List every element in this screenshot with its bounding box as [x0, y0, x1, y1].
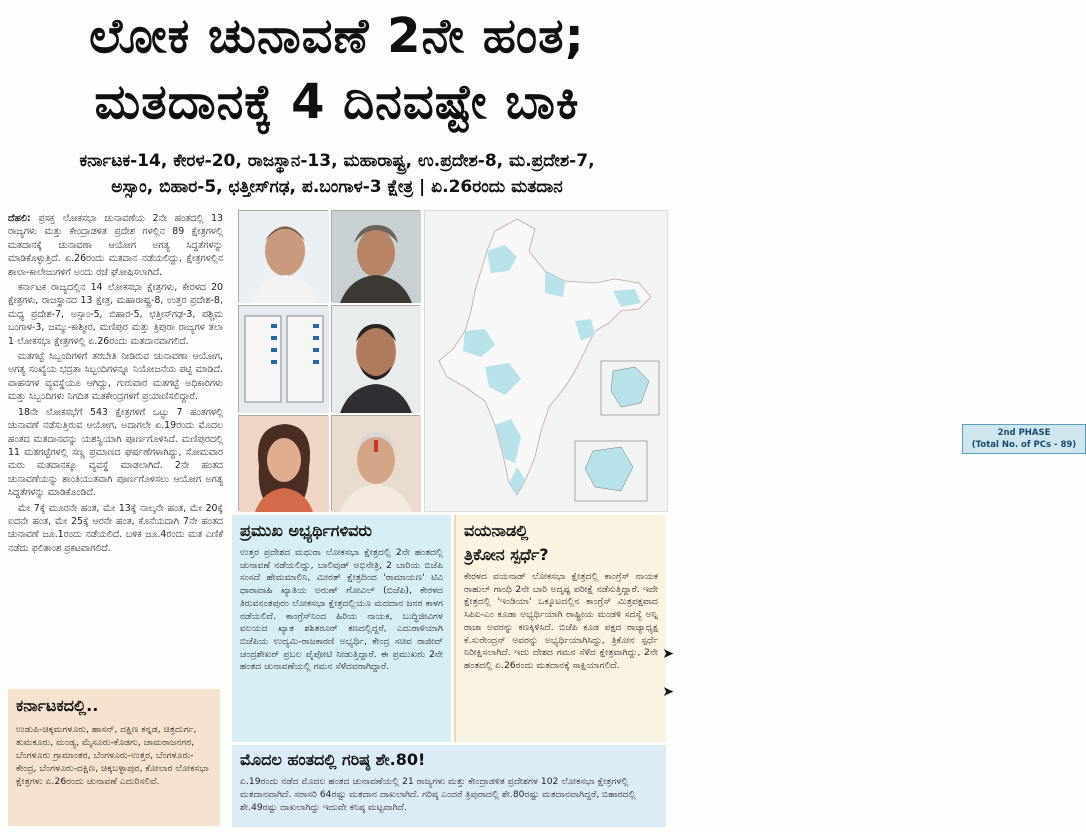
phase1-box-title: ಮೊದಲ ಹಂತದಲ್ಲಿ ಗರಿಷ್ಠ ಶೇ.80!: [240, 750, 426, 769]
article-paragraph-4: 18ನೇ ಲೋಕಸಭೆಗೆ 543 ಕ್ಷೇತ್ರಗಳಿಗೆ ಒಟ್ಟು 7 ಹಂತಗಳಲ್ಲಿ ಚುನಾವಣೆ ನಡೆಸುತ್ತಿರುವ ಆಯೋಗ, ಅದಾಗಲೇ ಏ.19ರಂದು ಮೊದಲ ಹಂತದ ಮತದಾನವನ್ನು ಯಶಸ್ವಿಯಾಗಿ ಪೂರ್ಣಗೊಳಿಸಿದೆ. ಮಣಿಪುರದಲ್ಲಿ 11 ಮತಗಟ್ಟೆಗಳಲ್ಲಿ ಸಣ್ಣ ಪ್ರಮಾಣದ ಘರ್ಷಣೆಗಳಾಗಿದ್ದು, ಸೋಮವಾರ ಮರು ಮತದಾನಕ್ಕೂ ವ್ಯವಸ್ಥೆ ಮಾಡಲಾಗಿದೆ. 2ನೇ ಹಂತದ ಚುನಾವಣೆಯನ್ನು ಶಾಂತಿಯುತವಾಗಿ ಪೂರ್ಣಗೊಳಿಸಲು ಆಯೋಗ ಅಗತ್ಯ ಸಿದ್ಧತೆಗಳನ್ನು ಮಾಡಿಕೊಂಡಿದೆ.: [8, 406, 223, 499]
wayanad-box-title-line2: ತ್ರಿಕೋನ ಸ್ಪರ್ಧೆ?: [464, 545, 549, 564]
karnataka-box: [8, 689, 220, 826]
subhead-line1: ಕರ್ನಾಟಕ-14, ಕೇರಳ-20, ರಾಜಸ್ಥಾನ-13, ಮಹಾರಾಷ್ಟ್ರ, ಉ.ಪ್ರದೇಶ-8, ಮ.ಪ್ರದೇಶ-7,: [79, 151, 595, 171]
headline-line1: ಲೋಕ ಚುನಾವಣೆ 2ನೇ ಹಂತ;: [89, 8, 585, 64]
india-map: [425, 211, 669, 513]
dateline: ದೆಹಲಿ:: [8, 213, 31, 224]
karnataka-box-title: ಕರ್ನಾಟಕದಲ್ಲಿ..: [16, 696, 99, 715]
wayanad-box: [454, 515, 666, 742]
article-paragraph-5: ಮೇ 7ಕ್ಕೆ ಮೂರನೇ ಹಂತ, ಮೇ 13ಕ್ಕೆ ನಾಲ್ಕನೇ ಹಂತ, ಮೇ 20ಕ್ಕೆ ಐದನೇ ಹಂತ, ಮೇ 25ಕ್ಕೆ ಆರನೇ ಹಂತ, ಕೊನೆಯದಾಗಿ 7ನೇ ಹಂತದ ಚುನಾವಣೆ ಜೂ.1ರಂದು ನಡೆಯಲಿದೆ. ಬಳಿಕ ಜೂ.4ರಂದು ಮತ ಎಣಿಕೆ ನಡೆದು ಫಲಿತಾಂಶ ಪ್ರಕಟವಾಗಲಿದೆ.: [8, 502, 223, 554]
page-edge-arrow-icon: ➤: [662, 646, 674, 662]
karnataka-box-text: ಉಡುಪಿ-ಚಿಕ್ಕಮಗಳೂರು, ಹಾಸನ್, ದಕ್ಷಿಣ ಕನ್ನಡ, ಚಿತ್ರದುರ್ಗ, ತುಮಕೂರು, ಮಂಡ್ಯ, ಮೈಸೂರು-ಕೊಡಗು, ಚಾಮರಾಜನಗರ, ಬೆಂಗಳೂರು ಗ್ರಾಮಾಂತರ, ಬೆಂಗಳೂರು-ಉತ್ತರ, ಬೆಂಗಳೂರು-ಕೇಂದ್ರ, ಬೆಂಗಳೂರು-ದಕ್ಷಿಣ, ಚಿಕ್ಕಬಳ್ಳಾಪುರ, ಕೋಲಾರ ಲೋಕಸಭಾ ಕ್ಷೇತ್ರಗಳು ಏ.26ರಂದು ಚುನಾವಣೆ ಎದುರಿಸಲಿವೆ.: [16, 724, 209, 787]
wayanad-box-text: ಕೇರಳದ ವಯನಾಡ್ ಲೋಕಸಭಾ ಕ್ಷೇತ್ರದಲ್ಲಿ ಕಾಂಗ್ರೆಸ್ ನಾಯಕ ರಾಹುಲ್ ಗಾಂಧಿ 2ನೇ ಬಾರಿ ಅದೃಷ್ಟ ಪರೀಕ್ಷೆ ನಡೆಸುತ್ತಿದ್ದಾರೆ. ಇದೇ ಕ್ಷೇತ್ರದಲ್ಲಿ 'ಇಂಡಿಯಾ' ಒಕ್ಕೂಟದಲ್ಲಿನ ಕಾಂಗ್ರೆಸ್ ಮಿತ್ರಪಕ್ಷವಾದ ಸಿಪಿಐ-ಎಂ ಕೂಡಾ ಅಭ್ಯರ್ಥಿಯಾಗಿ ರಾಷ್ಟ್ರೀಯ ಮಂಡಳಿ ಸದಸ್ಯೆ ಅನ್ನಿ ರಾಜಾ ಅವರನ್ನು ಕಣಕ್ಕಿಳಿಸಿದೆ. ಬಿಜೆಪಿ ಕೂಡ ಪಕ್ಷದ ರಾಜ್ಯಾಧ್ಯಕ್ಷ ಕೆ.ಸುರೇಂದ್ರನ್ ಅವರನ್ನು ಅಭ್ಯರ್ಥಿಯಾಗಿಸಿದ್ದು, ತ್ರಿಕೋನ ಸ್ಪರ್ಧೆ ನಿರೀಕ್ಷಿಸಲಾಗಿದೆ. ಇದು ದೇಶದ ಗಮನ ಸೆಳೆದ ಕ್ಷೇತ್ರವಾಗಿದ್ದು, 2ನೇ ಹಂತದಲ್ಲಿ ಏ.26ರಂದು ಮತದಾನಕ್ಕೆ ಸಾಕ್ಷಿಯಾಗಲಿದೆ.: [464, 571, 658, 671]
photo-evm-machines: [238, 305, 328, 412]
photo-rahul-gandhi: [238, 210, 328, 302]
phase-badge-subtitle: (Total No. of PCs - 89): [971, 440, 1077, 450]
phase-badge-title: 2nd PHASE: [997, 428, 1051, 438]
india-map-panel: [424, 210, 1077, 512]
candidates-box-title: ಪ್ರಮುಖ ಅಭ್ಯರ್ಥಿಗಳಿವರು: [240, 521, 372, 540]
candidates-box: [232, 515, 451, 742]
phase1-box: [232, 745, 666, 827]
left-article-column: [8, 212, 223, 557]
phase-badge: [962, 424, 1086, 454]
article-paragraph-1: ದೆಹಲಿ: ಪ್ರಸಕ್ತ ಲೋಕಸಭಾ ಚುನಾವಣೆಯ 2ನೇ ಹಂತದಲ್ಲಿ 13 ರಾಜ್ಯಗಳು ಮತ್ತು ಕೇಂದ್ರಾಡಳಿತ ಪ್ರದೇಶ ಗಳಲ್ಲಿನ 89 ಕ್ಷೇತ್ರಗಳಲ್ಲಿ ಮತದಾನಕ್ಕೆ ಚುನಾವಣಾ ಆಯೋಗ ಅಗತ್ಯ ಸಿದ್ಧತೆಗಳನ್ನು ಮಾಡಿಕೊಳ್ಳುತ್ತಿದೆ. ಏ.26ರಂದು ಮತದಾನ ನಡೆಯಲಿದ್ದು, ಕ್ಷೇತ್ರಗಳಲ್ಲಿನ ಶಾಲಾ-ಕಾಲೇಜುಗಳಿಗೆ ಅಂದು ರಜೆ ಘೋಷಿಸಲಾಗಿದೆ.: [8, 213, 224, 278]
page-edge-arrow-icon: ➤: [662, 684, 674, 700]
photo-hema-malini: [238, 415, 328, 511]
phase1-box-text: ಏ.19ರಂದು ನಡೆದ ಮೊದಲ ಹಂತದ ಚುನಾವಣೆಯಲ್ಲಿ 21 ರಾಜ್ಯಗಳು ಮತ್ತು ಕೇಂದ್ರಾಡಳಿತ ಪ್ರದೇಶಗಳ 102 ಲೋಕಸಭಾ ಕ್ಷೇತ್ರಗಳಲ್ಲಿ ಮತದಾನವಾಗಿದೆ. ಸರಾಸರಿ 64ರಷ್ಟು ಮತದಾನ ದಾಖಲಾಗಿದೆ. ಗರಿಷ್ಠ ಎಂದರೆ ತ್ರಿಪುರಾದಲ್ಲಿ ಶೇ.80ರಷ್ಟು ಮತದಾನವಾಗಿದ್ದರೆ, ಬಿಹಾರದಲ್ಲಿ ಶೇ.49ರಷ್ಟು ದಾಖಲಾಗಿದ್ದು ಇದುವೇ ಕನಿಷ್ಠ ಮಟ್ಟವಾಗಿದೆ.: [240, 776, 636, 813]
photo-arun-govil: [331, 415, 420, 511]
candidates-box-text: ಉತ್ತರ ಪ್ರದೇಶದ ಮಥುರಾ ಲೋಕಸಭಾ ಕ್ಷೇತ್ರದಲ್ಲಿ 2ನೇ ಹಂತದಲ್ಲಿ ಚುನಾವಣೆ ನಡೆಯಲಿದ್ದು, ಬಾಲಿವುಡ್ ಅಭಿನೇತ್ರಿ, 2 ಬಾರಿಯ ಬಿಜೆಪಿ ಸಂಸದೆ ಹೇಮಮಾಲಿನಿ, ಮೀರತ್ ಕ್ಷೇತ್ರದಿಂದ 'ರಾಮಾಯಣ' ಟಿವಿ ಧಾರಾವಾಹಿ ಖ್ಯಾತಿಯ ಅರುಣ್ ಗೋವಿಲ್ (ಬಿಜೆಪಿ), ಕೇರಳದ ತಿರುವನಂತಪುರಂ ಲೋಕಸಭಾ ಕ್ಷೇತ್ರದಲ್ಲಿಯೂ ಮದದಾನ ಜನರ ಕಾಳಗ ನಡೆಯಲಿದೆ. ಕಾಂಗ್ರೆಸ್‌ನಿಂದ ಹಿರಿಯ ನಾಯಕ, ಬುದ್ಧಿಜೀವಿಗಳ ವಲಯದ ಖ್ಯಾತ ಶಶಿತರೂರ್ ಕಣದಲ್ಲಿದ್ದರೆ, ಎದುರಾಳಿಯಾಗಿ ಬಿಜೆಪಿಯ ಉದ್ಯಮಿ-ರಾಜಕಾರಣಿ ಅಭ್ಯರ್ಥಿ, ಕೇಂದ್ರ ಸಚಿವ ರಾಜೀವ್ ಚಂದ್ರಶೇಖರ್ ಪ್ರಬಲ ಪೈಪೋಟಿ ನೀಡುತ್ತಿದ್ದಾರೆ. ಈ ಪ್ರಮುಖರು 2ನೇ ಹಂತದ ಚುನಾವಣೆಯಲ್ಲಿ ಗಮನ ಸೆಳೆದವರಾಗಿದ್ದಾರೆ.: [240, 547, 443, 673]
photo-rajeev-chandrasekhar: [331, 305, 420, 412]
subhead-line2: ಅಸ್ಸಾಂ, ಬಿಹಾರ-5, ಛತ್ತೀಸ್‌ಗಢ, ಪ.ಬಂಗಾಳ-3 ಕ್ಷೇತ್ರ | ಏ.26ರಂದು ಮತದಾನ: [111, 177, 563, 197]
article-paragraph-2: ಕರ್ನಾಟಕ ರಾಜ್ಯದಲ್ಲಿನ 14 ಲೋಕಸಭಾ ಕ್ಷೇತ್ರಗಳು, ಕೇರಳದ 20 ಕ್ಷೇತ್ರಗಳು, ರಾಜಸ್ಥಾನದ 13 ಕ್ಷೇತ್ರ, ಮಹಾರಾಷ್ಟ್ರ-8, ಉತ್ತರ ಪ್ರದೇಶ-8, ಮಧ್ಯ ಪ್ರದೇಶ-7, ಅಸ್ಸಾಂ-5, ಬಿಹಾರ-5, ಛತ್ತೀಸ್‌ಗಢ-3, ಪಶ್ಚಿಮ ಬಂಗಾಳ-3, ಜಮ್ಮು-ಕಾಶ್ಮೀರ, ಮಣಿಪುರ ಮತ್ತು ತ್ರಿಪುರಾ ರಾಜ್ಯಗಳ ತಲಾ 1 ಲೋಕಸಭಾ ಕ್ಷೇತ್ರಗಳಲ್ಲಿ ಏ.26ರಂದು ಮತದಾನವಾಗಲಿದೆ.: [8, 282, 223, 347]
article-paragraph-3: ಮತಗಟ್ಟೆ ಸಿಬ್ಬಂದಿಗಳಿಗೆ ತರಬೇತಿ ನೀಡಿರುವ ಚುನಾವಣಾ ಆಯೋಗ, ಅಗತ್ಯ ಸಂಖ್ಯೆಯ ಭದ್ರತಾ ಸಿಬ್ಬಂದಿಗಳನ್ನೂ ನಿಯೋಜನೆಯ ಪಟ್ಟಿ ಮಾಡಿದೆ. ವಾಹನಗಳ ವ್ಯವಸ್ಥೆಯೂ ಆಗಿದ್ದು, ಗುರುವಾರ ಮತಗಟ್ಟೆ ಅಧಿಕಾರಿಗಳು ಮತ್ತು ಸಿಬ್ಬಂದಿಗಳು ನಿಗದಿತ ಮತಕೇಂದ್ರಗಳಿಗೆ ಪ್ರಯಾಣಿಸಲಿದ್ದಾರೆ.: [8, 351, 223, 403]
headline-line2: ಮತದಾನಕ್ಕೆ 4 ದಿನವಷ್ಟೇ ಬಾಕಿ: [94, 74, 580, 130]
photo-shashi-tharoor: [331, 210, 420, 302]
wayanad-box-title-line1: ವಯನಾಡಲ್ಲಿ: [464, 521, 529, 540]
